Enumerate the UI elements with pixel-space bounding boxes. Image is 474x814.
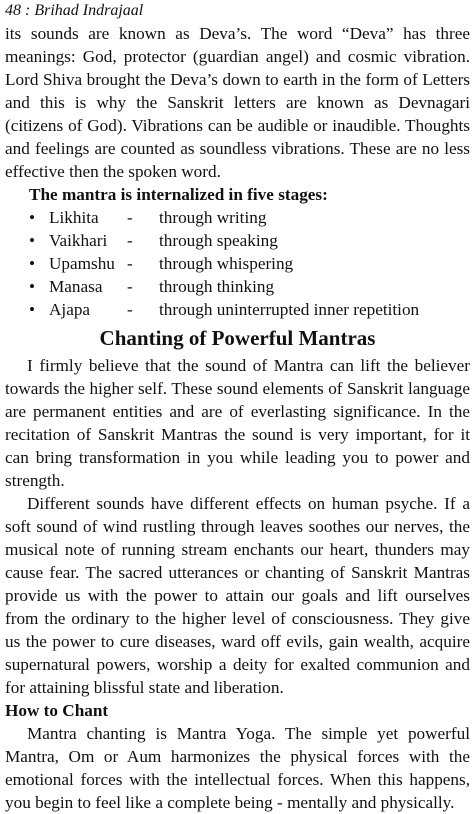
- stage-description: through speaking: [159, 231, 278, 250]
- how-to-chant-heading: How to Chant: [5, 701, 109, 720]
- stage-description: through thinking: [159, 277, 275, 296]
- stage-name: Vaikhari: [49, 231, 108, 250]
- paragraph-belief: I firmly believe that the sound of Mantra can lift the believer towards the higher self. These sound elements of Sanskrit language are permanent entities and are of everlasting significance. In the recitation of Sanskrit Mantras the sound is very important, for it can bring transformation in you while leading you to power and strength.: [5, 356, 470, 490]
- paragraph-how-to-chant: Mantra chanting is Mantra Yoga. The simple yet powerful Mantra, Om or Aum harmonizes the physical forces with the emotional forces with the intellectual forces. When this happens, you begin to feel like a complete being - mentally and physically.: [5, 724, 470, 812]
- running-head: 48 : Brihad Indrajaal: [5, 2, 144, 19]
- bullet: •: [29, 208, 36, 227]
- dash: -: [127, 231, 133, 250]
- dash: -: [127, 254, 133, 273]
- stage-name: Ajapa: [49, 300, 91, 319]
- list-item: [5, 298, 470, 321]
- list-item: [5, 206, 470, 229]
- paragraph-sounds: Different sounds have different effects on human psyche. If a soft sound of wind rustling through leaves soothes our nerves, the musical note of running stream enchants our heart, thunders may cause fear. The sacred utterances or chanting of Sanskrit Mantras provide us with the power to attain our goals and lift ourselves from the ordinary to the higher level of consciousness. They give us the power to cure diseases, ward off evils, gain wealth, acquire supernatural powers, worship a deity for exalted communion and for attaining blissful state and liberation.: [5, 494, 470, 697]
- stage-name: Likhita: [49, 208, 99, 227]
- bullet: •: [29, 231, 36, 250]
- paragraph-deva: its sounds are known as Deva’s. The word “Deva” has three meanings: God, protector (guardian angel) and cosmic vibration. Lord Shiva brought the Deva’s down to earth in the form of Letters and this is why the Sanskrit letters are known as Devnagari (citizens of God). Vibrations can be audible or inaudible. Thoughts and feelings are counted as soundless vibrations. These are no less effective then the spoken word.: [5, 24, 470, 181]
- section-title: Chanting of Powerful Mantras: [99, 326, 376, 350]
- stage-description: through whispering: [159, 254, 294, 273]
- bullet: •: [29, 300, 36, 319]
- stage-name: Manasa: [49, 277, 103, 296]
- list-item: [5, 275, 470, 298]
- dash: -: [127, 277, 133, 296]
- stage-name: Upamshu: [49, 254, 115, 273]
- list-item: [5, 252, 470, 275]
- bullet: •: [29, 277, 36, 296]
- list-item: [5, 229, 470, 252]
- stage-description: through uninterrupted inner repetition: [159, 300, 420, 319]
- stage-description: through writing: [159, 208, 267, 227]
- stages-heading: The mantra is internalized in five stages:: [29, 185, 328, 204]
- bullet: •: [29, 254, 36, 273]
- dash: -: [127, 208, 133, 227]
- stage-list: [5, 206, 470, 321]
- dash: -: [127, 300, 133, 319]
